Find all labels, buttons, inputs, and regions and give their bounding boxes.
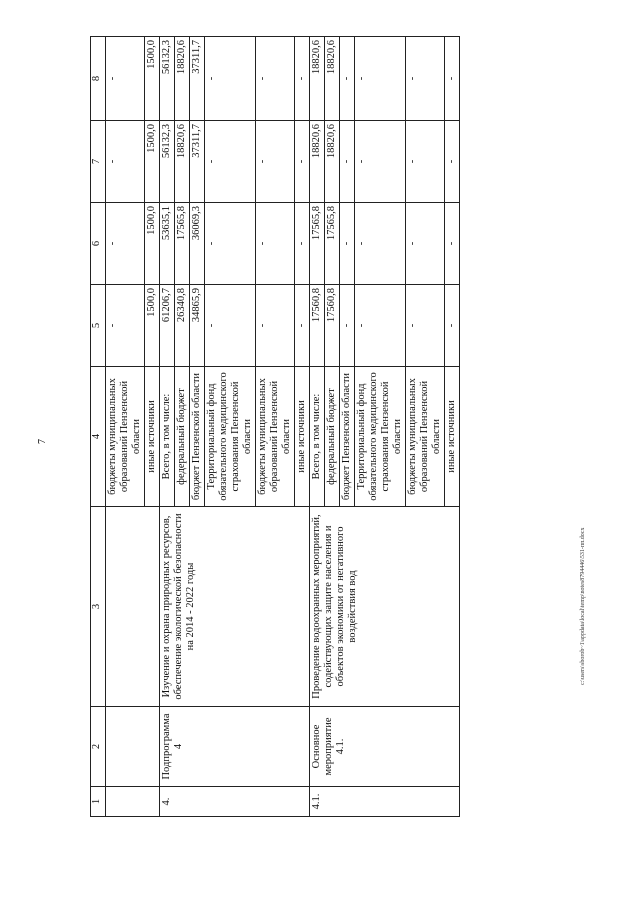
value-cell: 1500,0: [145, 121, 160, 203]
value-cell: -: [445, 285, 460, 367]
value-cell: -: [445, 121, 460, 203]
header-cell: 2: [91, 707, 106, 787]
value-cell: -: [355, 285, 406, 367]
value-cell: 17560,8: [325, 285, 340, 367]
value-cell: 53635,1: [160, 203, 175, 285]
source-cell: федеральный бюджет: [325, 367, 340, 507]
funding-table: [90, 36, 460, 817]
value-cell: 1500,0: [145, 285, 160, 367]
value-cell: -: [355, 121, 406, 203]
program-name: Подпрограмма 4: [160, 707, 310, 787]
value-cell: 18820,6: [175, 37, 190, 121]
value-cell: -: [406, 121, 445, 203]
value-cell: 56132,3: [160, 37, 175, 121]
header-row: [91, 37, 106, 817]
value-cell: -: [340, 203, 355, 285]
source-cell: Территориальный фонд обязательного медицинского страхования Пензенской области: [355, 367, 406, 507]
value-cell: -: [445, 37, 460, 121]
value-cell: -: [106, 203, 145, 285]
value-cell: 37311,7: [190, 37, 205, 121]
value-cell: -: [295, 203, 310, 285]
file-path-footer: c:\users\sborob~1\appdata\local\temp\notes8794446\531-пп.docx: [580, 527, 586, 685]
value-cell: -: [406, 285, 445, 367]
source-cell: Всего, в том числе:: [160, 367, 175, 507]
header-cell: 7: [91, 121, 106, 203]
value-cell: -: [445, 203, 460, 285]
header-cell: 1: [91, 787, 106, 817]
table-row: [310, 37, 325, 817]
source-cell: иные источники: [295, 367, 310, 507]
source-cell: Территориальный фонд обязательного медицинского страхования Пензенской области: [205, 367, 256, 507]
value-cell: 1500,0: [145, 37, 160, 121]
value-cell: 37311,7: [190, 121, 205, 203]
table-row: [106, 37, 145, 817]
source-cell: бюджет Пензенской области: [340, 367, 355, 507]
program-title: Изучение и охрана природных ресурсов, обеспечение экологической безопасности на 2014 - 2022 годы: [160, 507, 310, 707]
value-cell: 56132,3: [160, 121, 175, 203]
value-cell: 34865,9: [190, 285, 205, 367]
empty-cell: [106, 707, 160, 787]
row-number: 4.1.: [310, 787, 460, 817]
value-cell: 18820,6: [310, 121, 325, 203]
value-cell: -: [340, 121, 355, 203]
value-cell: -: [205, 285, 256, 367]
value-cell: -: [340, 285, 355, 367]
value-cell: -: [355, 203, 406, 285]
value-cell: 1500,0: [145, 203, 160, 285]
value-cell: -: [256, 203, 295, 285]
value-cell: 17560,8: [310, 285, 325, 367]
page-number: 7: [37, 439, 48, 444]
header-cell: 5: [91, 285, 106, 367]
value-cell: 18820,6: [310, 37, 325, 121]
value-cell: 18820,6: [175, 121, 190, 203]
value-cell: -: [256, 121, 295, 203]
source-cell: бюджеты муниципальных образований Пензенской области: [106, 367, 145, 507]
value-cell: -: [205, 121, 256, 203]
value-cell: -: [406, 203, 445, 285]
value-cell: 17565,8: [325, 203, 340, 285]
value-cell: -: [106, 121, 145, 203]
value-cell: -: [295, 121, 310, 203]
empty-cell: [106, 787, 160, 817]
value-cell: 17565,8: [175, 203, 190, 285]
source-cell: иные источники: [445, 367, 460, 507]
source-cell: иные источники: [145, 367, 160, 507]
source-cell: Всего, в том числе:: [310, 367, 325, 507]
empty-cell: [106, 507, 160, 707]
value-cell: 61206,7: [160, 285, 175, 367]
value-cell: -: [205, 203, 256, 285]
value-cell: -: [106, 285, 145, 367]
value-cell: 18820,6: [325, 121, 340, 203]
value-cell: 17565,8: [310, 203, 325, 285]
program-title: Проведение водоохранных мероприятий, содействующих защите населения и объектов экономики от негативного воздействия вод: [310, 507, 460, 707]
source-cell: бюджеты муниципальных образований Пензенской области: [256, 367, 295, 507]
header-cell: 8: [91, 37, 106, 121]
row-number: 4.: [160, 787, 310, 817]
value-cell: -: [256, 37, 295, 121]
header-cell: 6: [91, 203, 106, 285]
header-cell: 3: [91, 507, 106, 707]
table-row: [160, 37, 175, 817]
value-cell: 18820,6: [325, 37, 340, 121]
value-cell: -: [355, 37, 406, 121]
source-cell: бюджеты муниципальных образований Пензенской области: [406, 367, 445, 507]
source-cell: федеральный бюджет: [175, 367, 190, 507]
value-cell: -: [205, 37, 256, 121]
value-cell: 26340,8: [175, 285, 190, 367]
rotated-table-container: [90, 37, 582, 817]
value-cell: 36069,3: [190, 203, 205, 285]
value-cell: -: [295, 37, 310, 121]
header-cell: 4: [91, 367, 106, 507]
value-cell: -: [406, 37, 445, 121]
value-cell: -: [340, 37, 355, 121]
source-cell: бюджет Пензенской области: [190, 367, 205, 507]
value-cell: -: [295, 285, 310, 367]
value-cell: -: [106, 37, 145, 121]
program-name: Основное мероприятие 4.1.: [310, 707, 460, 787]
value-cell: -: [256, 285, 295, 367]
